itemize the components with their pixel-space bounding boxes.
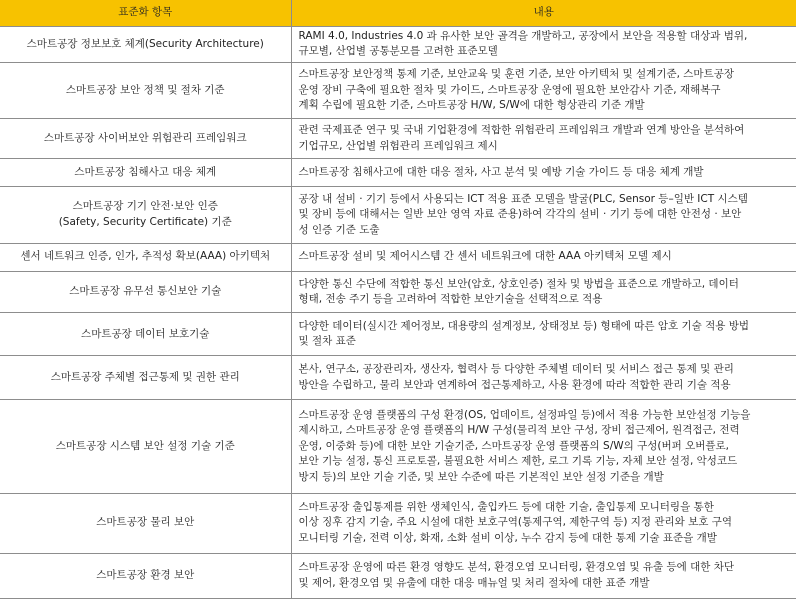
standard-description: [291, 62, 796, 118]
standard-item: [0, 553, 291, 598]
standard-item-text: 스마트공장 환경 보안: [96, 569, 195, 582]
header-content: 내용: [291, 0, 796, 27]
description-line: 및 제어, 환경오염 및 유출에 대한 대응 매뉴얼 및 처리 절차에 대한 표준 개발: [298, 576, 650, 589]
standard-item: [0, 186, 291, 243]
table-header-row: [0, 0, 796, 27]
table-row: [0, 271, 796, 313]
standard-description: [291, 313, 796, 356]
description-line: 스마트공장 설비 및 제어시스템 간 센서 네트워크에 대한 AAA 아키텍처 모델 제시: [298, 250, 672, 263]
standard-item-text: (Safety, Security Certificate) 기준: [58, 215, 232, 228]
table-row: [0, 186, 796, 243]
standard-item-text: 스마트공장 정보보호 체계(Security Architecture): [26, 37, 264, 50]
standard-item: [0, 62, 291, 118]
table-row: [0, 119, 796, 159]
description-line: 방지 등)의 보안 기술 기준, 및 보안 수준에 따른 기본적인 보안 설정 기준을 개발: [298, 470, 664, 483]
standard-description: [291, 356, 796, 400]
description-line: 본사, 연구소, 공장관리자, 생산자, 협력사 등 다양한 주체별 데이터 및 서비스 접근 통제 및 관리: [298, 363, 734, 376]
table-row: [0, 400, 796, 493]
standard-description: [291, 119, 796, 159]
description-line: 이상 징후 감지 기술, 주요 시설에 대한 보호구역(통제구역, 제한구역 등) 지정 관리와 보호 구역: [298, 516, 733, 529]
standard-item-text: 스마트공장 기기 안전·보안 인증: [72, 200, 218, 213]
standard-item: [0, 400, 291, 493]
standard-description: [291, 243, 796, 271]
standard-description: [291, 271, 796, 313]
standard-description: [291, 553, 796, 598]
table-row: [0, 313, 796, 356]
standard-item: [0, 356, 291, 400]
standard-item-text: 스마트공장 침해사고 대응 체계: [74, 165, 217, 178]
standard-item: [0, 313, 291, 356]
description-line: 운영 장비 구축에 필요한 절차 및 가이드, 스마트공장 운영에 필요한 보안감사 기준, 재해복구: [298, 83, 721, 96]
standard-item-text: 센서 네트워크 인증, 인가, 추적성 확보(AAA) 아키텍처: [20, 250, 271, 263]
standard-description: [291, 186, 796, 243]
standard-item: [0, 119, 291, 159]
standard-description: [291, 493, 796, 553]
standard-item: [0, 243, 291, 271]
description-line: 성 인증 기준 도출: [298, 223, 380, 236]
standard-item-text: 스마트공장 사이버보안 위험관리 프레임워크: [43, 131, 247, 144]
standard-description: [291, 27, 796, 63]
standard-item-text: 스마트공장 데이터 보호기술: [81, 327, 210, 340]
description-line: 다양한 데이터(실시간 제어정보, 대용량의 설계정보, 상태정보 등) 형태에 따른 암호 기술 적용 방법: [298, 319, 749, 332]
description-line: 및 절차 표준: [298, 335, 356, 348]
description-line: 보안 기능 설정, 통신 프로토콜, 불필요한 서비스 제한, 로그 기록 기능, 자체 보안 설정, 악성코드: [298, 455, 738, 468]
standard-item-text: 스마트공장 주체별 접근통제 및 권한 관리: [50, 371, 240, 384]
table-row: [0, 243, 796, 271]
header-item: 표준화 항목: [0, 0, 291, 27]
standard-item-text: 스마트공장 물리 보안: [96, 516, 195, 529]
description-line: 운영, 이중화 등)에 대한 보안 기술기준, 스마트공장 운영 플랫폼의 S/W의 구성(버퍼 오버플로,: [298, 439, 730, 452]
description-line: 모니터링 기술, 전력 이상, 화재, 소화 설비 이상, 누수 감지 등에 대한 통제 기술 표준을 개발: [298, 531, 717, 544]
table-row: [0, 158, 796, 186]
description-line: 기업규모, 산업별 위험관리 프레임워크 제시: [298, 139, 498, 152]
description-line: 형태, 전송 주기 등을 고려하여 적합한 보안기술을 선택적으로 적용: [298, 293, 603, 305]
table-row: [0, 27, 796, 63]
description-line: 스마트공장 운영에 따른 환경 영향도 분석, 환경오염 모니터링, 환경오염 및 유출 등에 대한 차단: [298, 561, 734, 574]
standard-description: [291, 400, 796, 493]
description-line: 다양한 통신 수단에 적합한 통신 보안(암호, 상호인증) 절차 및 방법을 표준으로 개발하고, 데이터: [298, 277, 739, 290]
standard-item: [0, 158, 291, 186]
description-line: 방안을 수립하고, 물리 보안과 연계하여 접근통제하고, 사용 환경에 따라 적합한 관리 기술 적용: [298, 378, 731, 391]
table-row: [0, 356, 796, 400]
standard-item: [0, 493, 291, 553]
standard-item-text: 스마트공장 시스템 보안 설정 기술 기준: [55, 439, 235, 452]
standard-item-text: 스마트공장 보안 정책 및 절차 기준: [65, 83, 225, 96]
standard-item-text: 스마트공장 유무선 통신보안 기술: [69, 285, 222, 298]
table-row: [0, 62, 796, 118]
description-line: 규모별, 산업별 공통분모를 고려한 표준모델: [298, 45, 498, 58]
description-line: 스마트공장 운영 플랫폼의 구성 환경(OS, 업데이트, 설정파일 등)에서 적용 가능한 보안설정 기능을: [298, 408, 751, 421]
description-line: 공장 내 설비 · 기기 등에서 사용되는 ICT 적용 표준 모델을 발굴(PLC, Sensor 등–일반 ICT 시스템: [298, 192, 748, 205]
description-line: 관련 국제표준 연구 및 국내 기업환경에 적합한 위험관리 프레임워크 개발과 연계 방안을 분석하여: [298, 124, 745, 137]
description-line: RAMI 4.0, Industries 4.0 과 유사한 보안 골격을 개발하고, 공장에서 보안을 적용할 대상과 범위,: [298, 29, 748, 42]
description-line: 스마트공장 출입통제를 위한 생체인식, 출입카드 등에 대한 기술, 출입통제 모니터링을 통한: [298, 500, 714, 513]
table-row: [0, 493, 796, 553]
description-line: 계획 수립에 필요한 기준, 스마트공장 H/W, S/W에 대한 형상관리 기준 개발: [298, 99, 645, 112]
description-line: 제시하고, 스마트공장 운영 플랫폼의 H/W 구성(물리적 보안 구성, 장비 접근제어, 원격접근, 전력: [298, 424, 740, 437]
description-line: 및 장비 등에 대해서는 일반 보안 영역 자료 준용)하여 각각의 설비 · 기기 등에 대한 안전성 · 보안: [298, 208, 742, 220]
description-line: 스마트공장 보안정책 통제 기준, 보안교육 및 훈련 기준, 보안 아키텍처 및 설계기준, 스마트공장: [298, 68, 734, 81]
description-line: 스마트공장 침해사고에 대한 대응 절차, 사고 분석 및 예방 기술 가이드 등 대응 체계 개발: [298, 165, 704, 178]
standard-item: [0, 27, 291, 63]
table-row: [0, 553, 796, 598]
standard-description: [291, 158, 796, 186]
standard-item: [0, 271, 291, 313]
